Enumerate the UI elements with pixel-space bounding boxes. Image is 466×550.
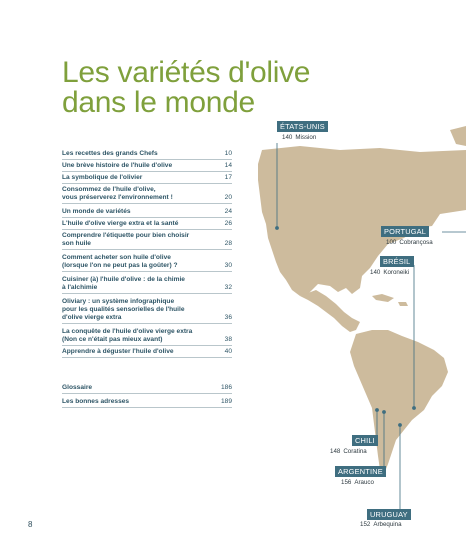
region-variety-argentine bbox=[341, 479, 374, 486]
toc-entry[interactable] bbox=[62, 384, 232, 392]
variety-name: Cobrançosa bbox=[399, 239, 433, 246]
region-variety-chili bbox=[330, 448, 367, 455]
toc-entry-title-line: (lorsque l'on ne peut pas la goûter) ? bbox=[62, 262, 178, 269]
toc-entry-title-line: Oliviary : un système infographique bbox=[62, 298, 175, 305]
toc-entry-title: La symbolique de l'olivier bbox=[62, 174, 143, 181]
toc-entry-title bbox=[62, 254, 218, 270]
toc-entry-title bbox=[62, 232, 218, 248]
region-variety-usa bbox=[282, 134, 316, 141]
toc-entry[interactable] bbox=[62, 328, 232, 344]
toc-entry-title-line: La conquête de l'huile d'olive vierge extra bbox=[62, 328, 193, 335]
toc-entry-title bbox=[62, 276, 218, 292]
variety-name: Mission bbox=[295, 134, 317, 141]
toc-entry-title-line: Comment acheter son huile d'olive bbox=[62, 254, 171, 261]
toc-entry-page: 26 bbox=[224, 220, 232, 227]
region-tag-usa: ÉTATS-UNIS bbox=[277, 121, 328, 132]
north-america-landmass bbox=[258, 146, 466, 296]
toc-entry-title: Apprendre à déguster l'huile d'olive bbox=[62, 348, 174, 355]
variety-name: Coratina bbox=[343, 448, 367, 455]
toc-entry-title-line: Consommez de l'huile d'olive, bbox=[62, 186, 156, 193]
toc-entry[interactable] bbox=[62, 186, 232, 202]
region-tag-chili: CHILI bbox=[352, 435, 378, 446]
variety-count: 140 bbox=[370, 269, 381, 276]
region-tag-bresil: BRÉSIL bbox=[380, 256, 414, 267]
variety-name: Koroneiki bbox=[383, 269, 410, 276]
toc-entry-page: 36 bbox=[224, 314, 232, 321]
toc-entry-title: Une brève histoire de l'huile d'olive bbox=[62, 162, 173, 169]
variety-name: Arbequina bbox=[373, 521, 402, 528]
toc-entry-title-line: Comprendre l'étiquette pour bien choisir bbox=[62, 232, 190, 239]
toc-entry[interactable] bbox=[62, 348, 232, 356]
toc-entry-page: 40 bbox=[224, 348, 232, 355]
toc-entry-page: 38 bbox=[224, 336, 232, 343]
greenland-edge bbox=[450, 126, 466, 146]
toc-entry[interactable] bbox=[62, 150, 232, 158]
variety-count: 156 bbox=[341, 479, 352, 486]
toc-entry-title-line: Cuisiner (à) l'huile d'olive : de la chimie bbox=[62, 276, 185, 283]
toc-entry-title-line: vous préserverez l'environnement ! bbox=[62, 194, 173, 201]
toc-entry-title: Un monde de variétés bbox=[62, 208, 131, 215]
variety-count: 148 bbox=[330, 448, 341, 455]
region-variety-bresil bbox=[370, 269, 409, 276]
toc-entry-page: 28 bbox=[224, 240, 232, 247]
page-title-line-2: dans le monde bbox=[62, 86, 255, 119]
toc-entry[interactable] bbox=[62, 162, 232, 170]
toc-entry[interactable] bbox=[62, 398, 232, 406]
toc-entry-title: Les recettes des grands Chefs bbox=[62, 150, 158, 157]
variety-name: Arauco bbox=[354, 479, 374, 486]
toc-entry-title bbox=[62, 298, 218, 322]
toc-entry-title-line: (Non ce n'était pas mieux avant) bbox=[62, 336, 163, 343]
region-tag-argentine: ARGENTINE bbox=[335, 466, 386, 477]
region-tag-portugal: PORTUGAL bbox=[381, 226, 429, 237]
toc-entry-title-line: pour les qualités sensorielles de l'huile bbox=[62, 306, 185, 313]
toc-entry-title: Les bonnes adresses bbox=[62, 398, 130, 405]
toc-entry-page: 24 bbox=[224, 208, 232, 215]
toc-entry-title: Glossaire bbox=[62, 384, 93, 391]
variety-count: 100 bbox=[386, 239, 397, 246]
toc-entry-title-line: son huile bbox=[62, 240, 91, 247]
toc-entry-page: 30 bbox=[224, 262, 232, 269]
toc-entry[interactable] bbox=[62, 298, 232, 322]
page-number: 8 bbox=[28, 520, 33, 529]
toc-entry-page: 189 bbox=[220, 398, 232, 405]
page-title-line-1: Les variétés d'olive bbox=[62, 56, 311, 89]
toc-entry[interactable] bbox=[62, 276, 232, 292]
toc-entry[interactable] bbox=[62, 174, 232, 182]
toc-entry-page: 186 bbox=[220, 384, 232, 391]
toc-entry-title bbox=[62, 186, 218, 202]
caribbean-islands bbox=[372, 294, 408, 306]
toc-entry-page: 14 bbox=[224, 162, 232, 169]
variety-count: 152 bbox=[360, 521, 371, 528]
toc-entry-page: 17 bbox=[224, 174, 232, 181]
toc-entry-title bbox=[62, 328, 218, 344]
toc-entry-title: L'huile d'olive vierge extra et la santé bbox=[62, 220, 179, 227]
toc-entry-page: 10 bbox=[224, 150, 232, 157]
toc-entry-page: 32 bbox=[224, 284, 232, 291]
region-tag-uruguay: URUGUAY bbox=[367, 509, 411, 520]
toc-entry[interactable] bbox=[62, 220, 232, 228]
toc-entry[interactable] bbox=[62, 254, 232, 270]
toc-entry-title-line: d'olive vierge extra bbox=[62, 314, 122, 321]
variety-count: 140 bbox=[282, 134, 293, 141]
toc-entry[interactable] bbox=[62, 208, 232, 216]
toc-entry-page: 20 bbox=[224, 194, 232, 201]
toc-entry-title-line: à l'alchimie bbox=[62, 284, 98, 291]
region-variety-portugal bbox=[386, 239, 433, 246]
region-variety-uruguay bbox=[360, 521, 402, 528]
toc-entry[interactable] bbox=[62, 232, 232, 248]
page-title bbox=[62, 58, 310, 118]
central-america-landmass bbox=[300, 290, 360, 332]
